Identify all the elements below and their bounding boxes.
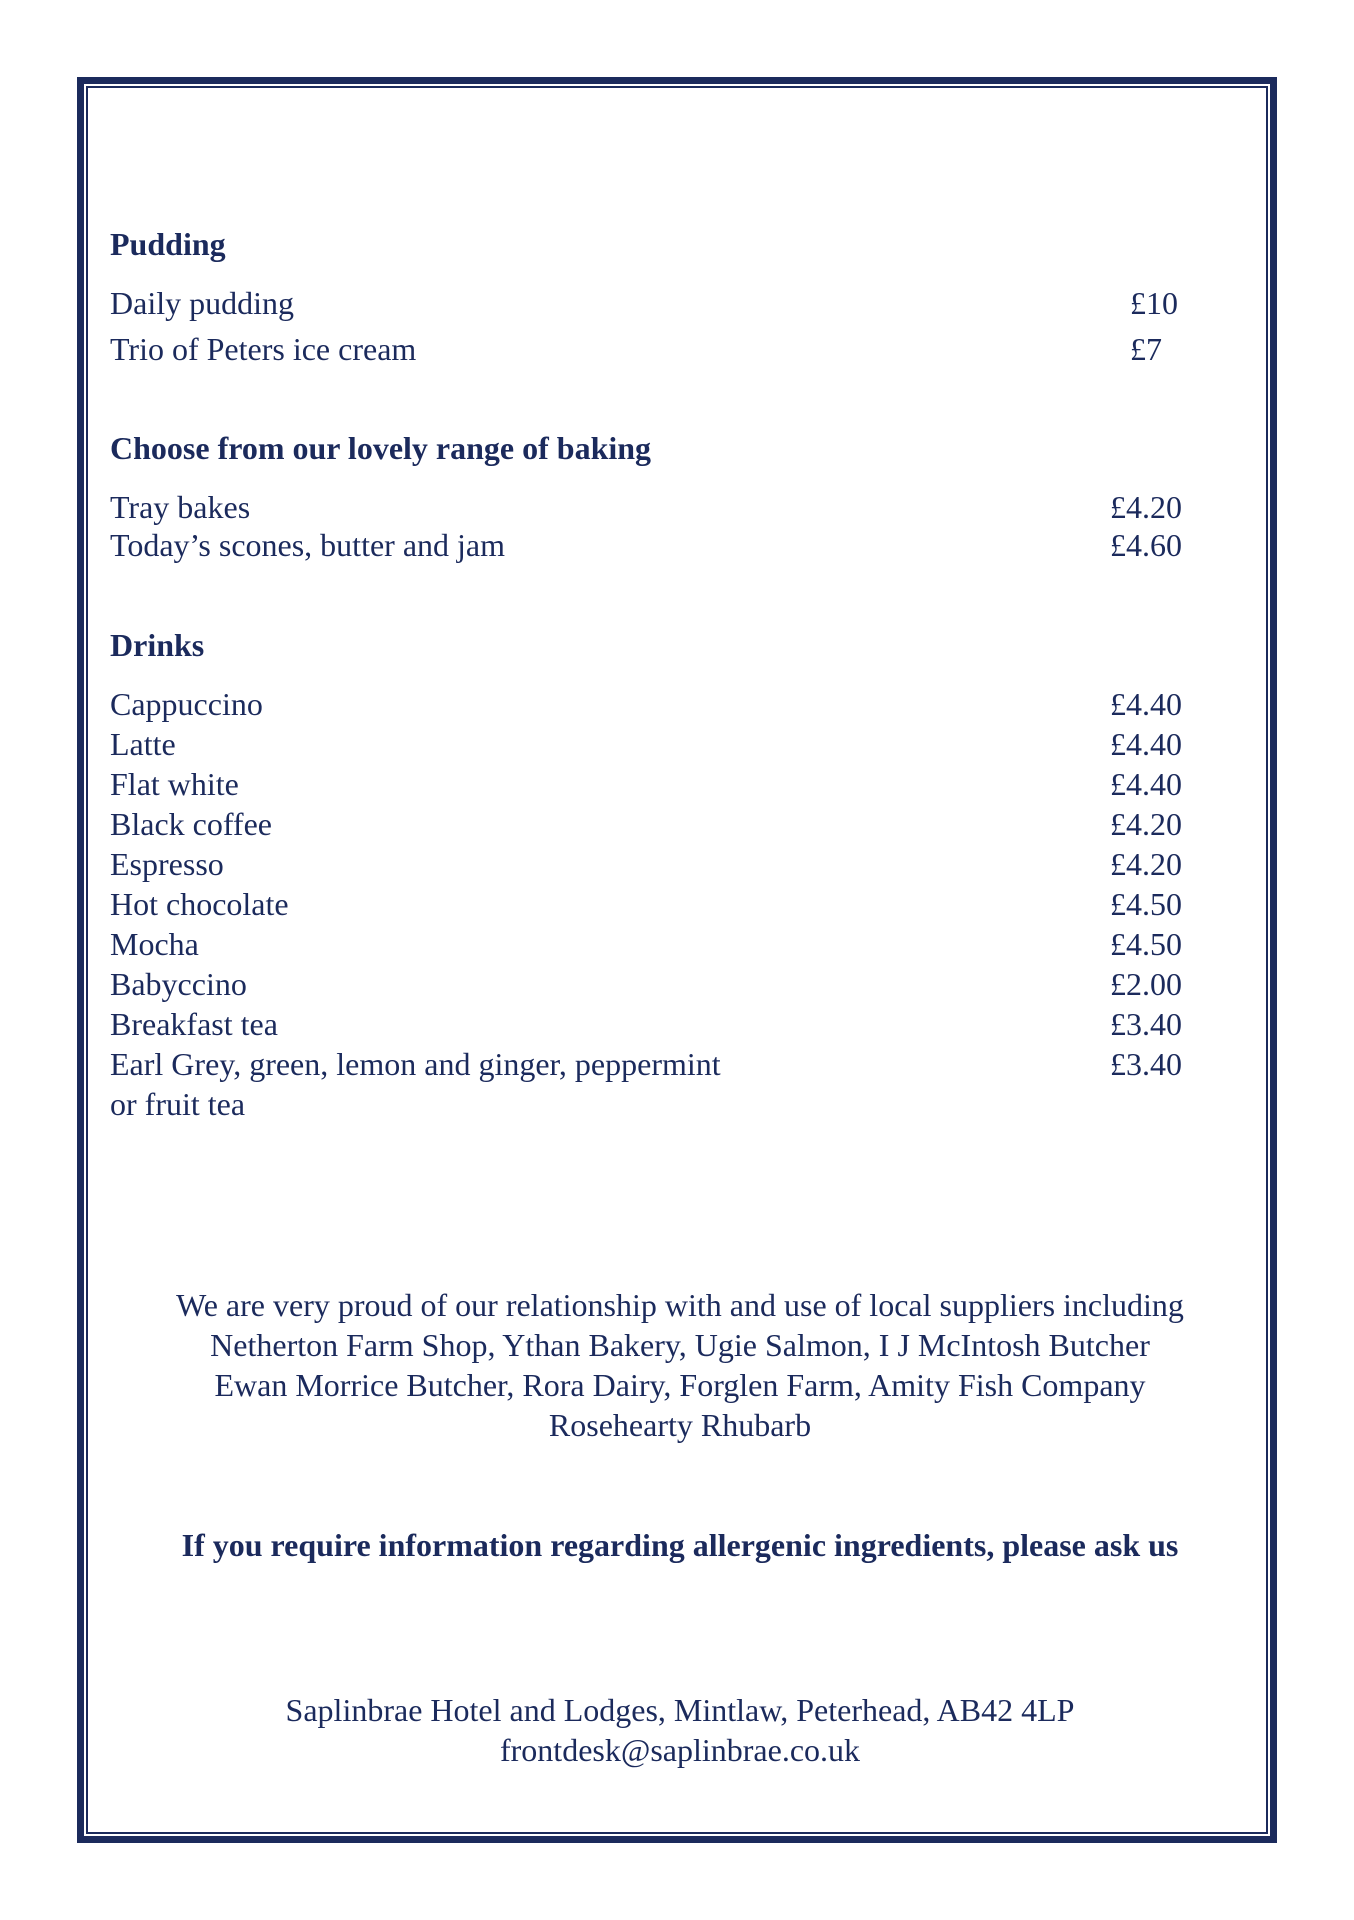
footer xyxy=(110,1690,1250,1770)
menu-item-price: £3.40 xyxy=(1110,1046,1182,1082)
menu-item xyxy=(110,724,1190,764)
menu-item-name: Tray bakes xyxy=(110,489,251,525)
menu-item-price: £4.50 xyxy=(1110,886,1182,922)
menu-item-price: £4.40 xyxy=(1110,686,1182,722)
menu-item-name: Hot chocolate xyxy=(110,886,289,922)
menu-item xyxy=(110,884,1190,924)
section-heading-drinks: Drinks xyxy=(110,627,205,663)
suppliers-line: Netherton Farm Shop, Ythan Bakery, Ugie Salmon, I J McIntosh Butcher xyxy=(210,1327,1150,1363)
menu-item-price: £4.20 xyxy=(1110,846,1182,882)
menu-item xyxy=(110,329,1190,369)
footer-address: Saplinbrae Hotel and Lodges, Mintlaw, Peterhead, AB42 4LP xyxy=(285,1692,1075,1728)
suppliers-statement xyxy=(110,1285,1250,1445)
menu-item xyxy=(110,283,1190,323)
menu-item-name: Earl Grey, green, lemon and ginger, peppermint xyxy=(110,1046,721,1082)
menu-item-name: Mocha xyxy=(110,926,199,962)
menu-item xyxy=(110,764,1190,804)
menu-item-price: £4.50 xyxy=(1110,926,1182,962)
menu-item xyxy=(110,487,1190,527)
allergen-notice: If you require information regarding allergenic ingredients, please ask us xyxy=(181,1527,1179,1563)
menu-item-continuation xyxy=(110,1084,1190,1124)
menu-item-name: Latte xyxy=(110,726,176,762)
menu-item-price: £2.00 xyxy=(1110,966,1182,1002)
menu-item-price: £3.40 xyxy=(1110,1006,1182,1042)
menu-item-price: £10 xyxy=(1130,285,1178,321)
menu-item xyxy=(110,525,1190,565)
menu-item xyxy=(110,804,1190,844)
menu-item-name: Trio of Peters ice cream xyxy=(110,331,417,367)
menu-content xyxy=(110,0,1240,1920)
menu-item xyxy=(110,1004,1190,1044)
suppliers-line: Rosehearty Rhubarb xyxy=(548,1407,812,1443)
menu-item-name: Today’s scones, butter and jam xyxy=(110,527,505,563)
menu-item-name: Espresso xyxy=(110,846,224,882)
menu-item xyxy=(110,1044,1190,1084)
menu-item-price: £7 xyxy=(1130,331,1162,367)
section-heading-baking: Choose from our lovely range of baking xyxy=(110,430,652,466)
menu-item-name: Flat white xyxy=(110,766,239,802)
menu-item-price: £4.40 xyxy=(1110,766,1182,802)
menu-item-price: £4.60 xyxy=(1110,527,1182,563)
menu-item xyxy=(110,684,1190,724)
suppliers-line: Ewan Morrice Butcher, Rora Dairy, Forglen Farm, Amity Fish Company xyxy=(214,1367,1146,1403)
menu-item-name: Babyccino xyxy=(110,966,247,1002)
menu-item-name: Breakfast tea xyxy=(110,1006,278,1042)
menu-item-price: £4.20 xyxy=(1110,489,1182,525)
menu-item xyxy=(110,924,1190,964)
menu-item xyxy=(110,844,1190,884)
menu-item-name-line2: or fruit tea xyxy=(110,1086,246,1122)
menu-item-price: £4.40 xyxy=(1110,726,1182,762)
menu-item-price: £4.20 xyxy=(1110,806,1182,842)
section-heading-pudding: Pudding xyxy=(110,226,226,262)
menu-item xyxy=(110,964,1190,1004)
suppliers-line: We are very proud of our relationship with and use of local suppliers including xyxy=(176,1287,1184,1323)
menu-item-name: Daily pudding xyxy=(110,285,294,321)
menu-item-name: Cappuccino xyxy=(110,686,263,722)
footer-email: frontdesk@saplinbrae.co.uk xyxy=(499,1732,861,1768)
menu-item-name: Black coffee xyxy=(110,806,272,842)
